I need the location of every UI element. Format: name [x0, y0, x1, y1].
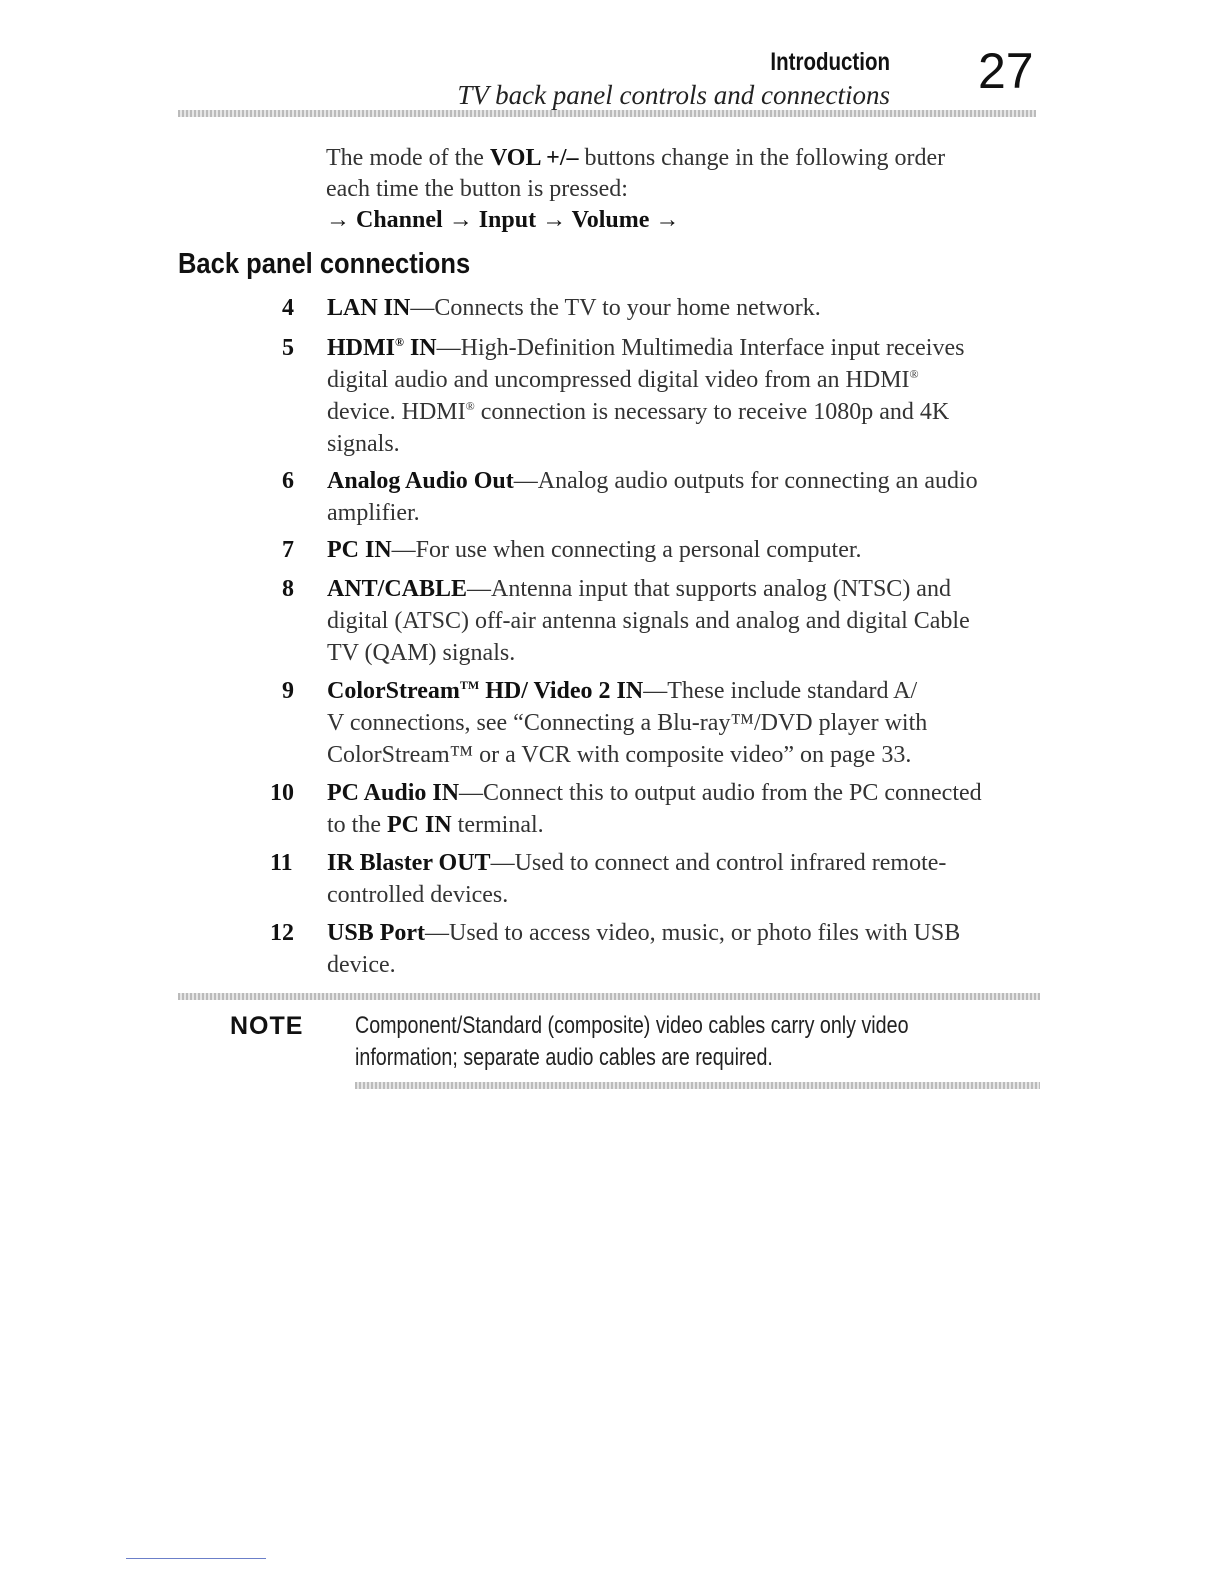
intro-paragraph: The mode of the VOL +/– buttons change in the following order each time the button is pressed: → Channel → Input → Volume →	[326, 145, 946, 233]
list-item: 8 ANT/CABLE—Antenna input that supports analog (NTSC) and digital (ATSC) off-air antenna signals and analog and digital Cable TV (QAM) signals.	[270, 573, 1005, 669]
list-item: 5 HDMI® IN—High-Definition Multimedia Interface input receives digital audio and uncompressed digital video from an HDMI® device. HDMI® connection is necessary to receive 1080p and 4K signals.	[270, 332, 1040, 460]
item-number: 6	[282, 468, 294, 494]
note-top-rule	[178, 993, 1040, 1000]
item-term: ANT/CABLE	[327, 576, 468, 602]
item-number: 11	[270, 850, 293, 876]
pc-in-term: PC IN	[387, 812, 452, 838]
header-subtitle: TV back panel controls and connections	[457, 80, 890, 110]
item-number: 8	[282, 576, 294, 602]
item-term: PC IN	[327, 537, 392, 563]
note-bottom-rule	[355, 1082, 1040, 1089]
item-term: ColorStream™ HD/ Video 2 IN	[327, 678, 644, 704]
item-number: 9	[282, 678, 294, 704]
header-section: Introduction	[770, 48, 890, 76]
vol-term: VOL +/–	[489, 145, 579, 171]
page-number: 27	[978, 43, 1034, 99]
item-term: IR Blaster OUT	[327, 850, 491, 876]
item-term: Analog Audio Out	[327, 468, 514, 494]
item-term: HDMI® IN	[327, 335, 437, 361]
list-item: 9 ColorStream™ HD/ Video 2 IN—These include standard A/ V connections, see “Connecting a Blu-ray™/DVD player with ColorStream™ or a VCR with composite video” on page 33.	[270, 675, 1040, 771]
header-rule	[178, 110, 1036, 117]
item-number: 7	[282, 537, 294, 563]
item-number: 10	[270, 780, 294, 806]
item-term: PC Audio IN	[327, 780, 460, 806]
list-item: 11 IR Blaster OUT—Used to connect and control infrared remote- controlled devices.	[270, 847, 1040, 911]
list-item: 10 PC Audio IN—Connect this to output audio from the PC connected to the PC IN terminal.	[270, 777, 1040, 841]
list-item: 7 PC IN—For use when connecting a personal computer.	[270, 534, 1040, 566]
item-number: 5	[282, 335, 294, 361]
note-label: NOTE	[230, 1012, 304, 1040]
list-item: 4 LAN IN—Connects the TV to your home network.	[270, 292, 1040, 324]
item-term: LAN IN	[327, 295, 411, 321]
list-item: 12 USB Port—Used to access video, music, or photo files with USB device.	[270, 917, 1040, 981]
item-number: 12	[270, 920, 294, 946]
section-title: Back panel connections	[178, 248, 471, 280]
footer-line	[126, 1558, 266, 1559]
item-number: 4	[282, 295, 294, 321]
note-text: Component/Standard (composite) video cables carry only video information; separate audio cables are required.	[355, 1012, 909, 1071]
item-term: USB Port	[327, 920, 425, 946]
mode-sequence: → Channel → Input → Volume →	[326, 207, 680, 233]
list-item: 6 Analog Audio Out—Analog audio outputs for connecting an audio amplifier.	[270, 465, 1040, 529]
